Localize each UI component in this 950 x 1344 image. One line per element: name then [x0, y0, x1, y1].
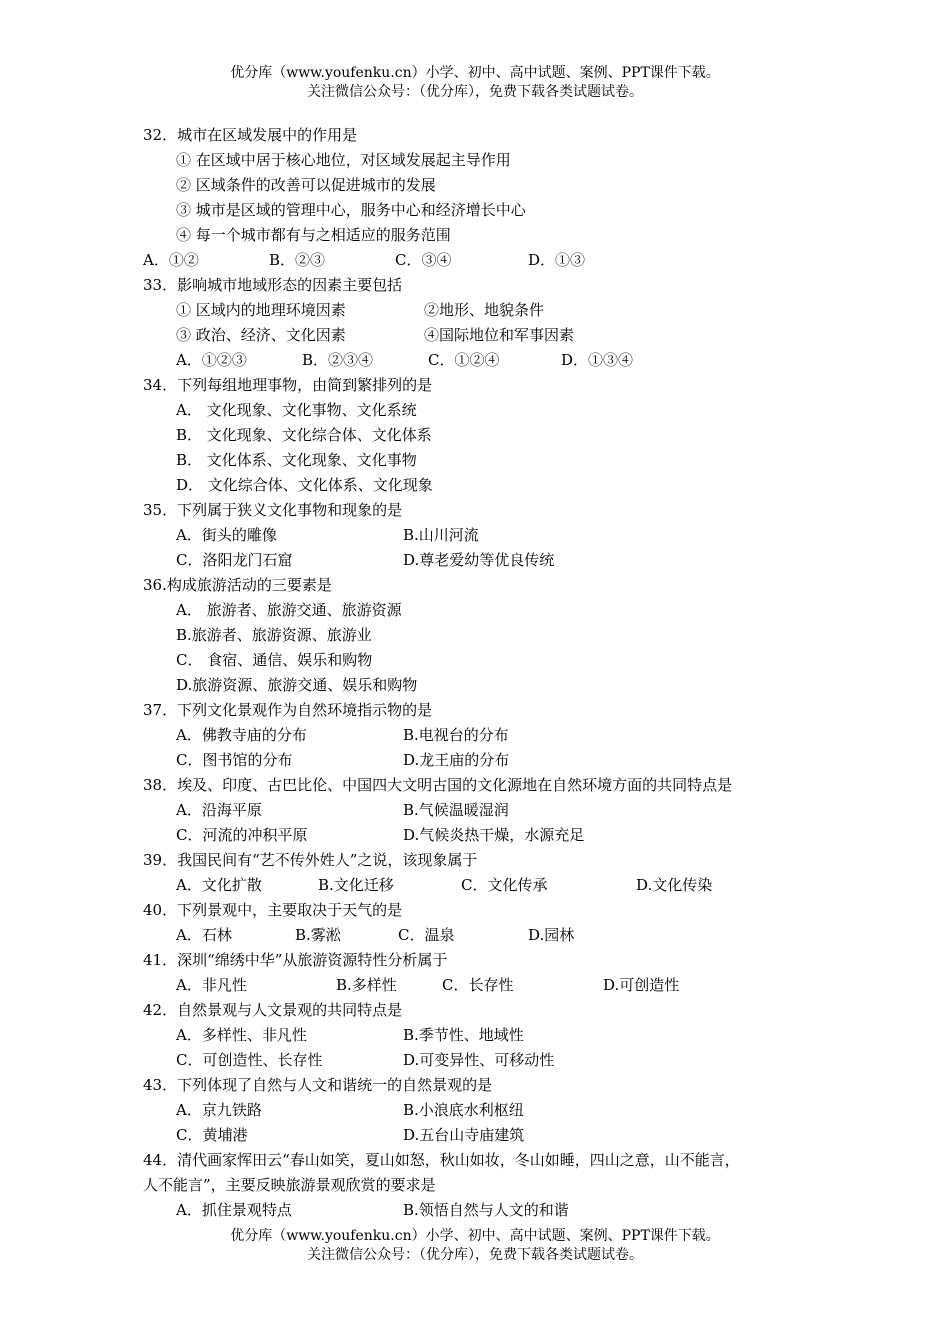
q33-options [176, 349, 676, 374]
q43-option-c: C．黄埔港 [176, 1126, 248, 1144]
q43-row-2 [176, 1124, 676, 1149]
q37-row-1 [176, 724, 676, 749]
q36-option-d: D.旅游资源、旅游交通、娱乐和购物 [176, 676, 418, 694]
q32-statement-1: ① 在区域中居于核心地位，对区域发展起主导作用 [176, 151, 511, 169]
q41-options [176, 974, 736, 999]
q37-option-b: B.电视台的分布 [403, 726, 509, 744]
q33-option-b: B．②③④ [302, 351, 374, 369]
q37-option-c: C．图书馆的分布 [176, 751, 293, 769]
q38-option-c: C．河流的冲积平原 [176, 826, 308, 844]
header-line-1: 优分库（www.youfenku.cn）小学、初中、高中试题、案例、PPT课件下载。 [230, 65, 720, 81]
q38-row-1 [176, 799, 676, 824]
q43-option-d: D.五台山寺庙建筑 [403, 1126, 525, 1144]
q32-statement-4: ④ 每一个城市都有与之相适应的服务范围 [176, 226, 451, 244]
q32-statement-3: ③ 城市是区域的管理中心，服务中心和经济增长中心 [176, 201, 526, 219]
q41-option-b: B.多样性 [336, 976, 397, 994]
q33-option-d: D．①③④ [561, 351, 634, 369]
q44-option-a: A．抓住景观特点 [176, 1201, 292, 1219]
q32-stem: 32．城市在区域发展中的作用是 [143, 126, 358, 144]
q35-option-b: B.山川河流 [403, 526, 479, 544]
q39-stem: 39．我国民间有“艺不传外姓人”之说，该现象属于 [143, 851, 478, 869]
q43-stem: 43．下列体现了自然与人文和谐统一的自然景观的是 [143, 1076, 493, 1094]
q33-statement-3: ③ 政治、经济、文化因素 [176, 326, 346, 344]
q34-option-c: B． 文化体系、文化现象、文化事物 [176, 451, 417, 469]
footer-line-2: 关注微信公众号：（优分库），免费下载各类试题试卷。 [307, 1247, 643, 1263]
q34-option-a: A． 文化现象、文化事物、文化系统 [176, 401, 417, 419]
q43-option-b: B.小浪底水利枢纽 [403, 1101, 524, 1119]
q32-option-c: C．③④ [395, 251, 452, 269]
q40-option-a: A．石林 [176, 926, 232, 944]
q37-row-2 [176, 749, 676, 774]
q35-row-1 [176, 524, 676, 549]
q36-option-a: A． 旅游者、旅游交通、旅游资源 [176, 601, 402, 619]
q33-statement-1: ① 区域内的地理环境因素 [176, 301, 346, 319]
q33-stem: 33．影响城市地域形态的因素主要包括 [143, 276, 403, 294]
q34-option-b: B． 文化现象、文化综合体、文化体系 [176, 426, 432, 444]
q37-option-d: D.龙王庙的分布 [403, 751, 510, 769]
q38-option-b: B.气候温暖湿润 [403, 801, 509, 819]
q33-statement-2: ②地形、地貌条件 [424, 301, 545, 319]
q42-option-c: C．可创造性、长存性 [176, 1051, 323, 1069]
q44-row-1 [176, 1199, 676, 1224]
q42-option-d: D.可变异性、可移动性 [403, 1051, 555, 1069]
q33-option-c: C．①②④ [428, 351, 500, 369]
q40-options [176, 924, 676, 949]
q44-option-b: B.领悟自然与人文的和谐 [403, 1201, 569, 1219]
q39-option-d: D.文化传染 [636, 876, 713, 894]
q35-option-c: C．洛阳龙门石窟 [176, 551, 293, 569]
q39-option-b: B.文化迁移 [318, 876, 394, 894]
q40-option-d: D.园林 [528, 926, 575, 944]
q44-stem-line-2: 人不能言”，主要反映旅游景观欣赏的要求是 [143, 1176, 436, 1194]
q42-option-a: A．多样性、非凡性 [176, 1026, 307, 1044]
q42-row-2 [176, 1049, 676, 1074]
q36-option-c: C． 食宿、通信、娱乐和购物 [176, 651, 373, 669]
q42-stem: 42．自然景观与人文景观的共同特点是 [143, 1001, 403, 1019]
q33-row-1 [176, 299, 676, 324]
q42-option-b: B.季节性、地域性 [403, 1026, 524, 1044]
q33-option-a: A．①②③ [176, 351, 247, 369]
q40-option-b: B.雾淞 [295, 926, 341, 944]
q41-stem: 41．深圳“绵绣中华”从旅游资源特性分析属于 [143, 951, 448, 969]
q34-stem: 34．下列每组地理事物，由简到繁排列的是 [143, 376, 433, 394]
q42-row-1 [176, 1024, 676, 1049]
q40-stem: 40．下列景观中，主要取决于天气的是 [143, 901, 403, 919]
q32-option-a: A．①② [143, 251, 199, 269]
q32-option-d: D．①③ [528, 251, 586, 269]
q44-stem-line-1: 44．清代画家恽田云“春山如笑，夏山如怒，秋山如妆，冬山如睡，四山之意，山不能言， [143, 1151, 740, 1169]
q35-row-2 [176, 549, 676, 574]
q32-options [143, 249, 643, 274]
q40-option-c: C．温泉 [398, 926, 455, 944]
q36-option-b: B.旅游者、旅游资源、旅游业 [176, 626, 372, 644]
q33-statement-4: ④国际地位和军事因素 [424, 326, 575, 344]
q38-row-2 [176, 824, 676, 849]
q32-option-b: B．②③ [269, 251, 326, 269]
q39-option-a: A．文化扩散 [176, 876, 262, 894]
q34-option-d: D． 文化综合体、文化体系、文化现象 [176, 476, 433, 494]
q37-stem: 37．下列文化景观作为自然环境指示物的是 [143, 701, 433, 719]
header-line-2: 关注微信公众号：（优分库），免费下载各类试题试卷。 [307, 84, 643, 100]
q33-row-2 [176, 324, 676, 349]
q41-option-a: A．非凡性 [176, 976, 247, 994]
q32-statement-2: ② 区域条件的改善可以促进城市的发展 [176, 176, 436, 194]
q43-row-1 [176, 1099, 676, 1124]
q41-option-c: C．长存性 [442, 976, 514, 994]
q41-option-d: D.可创造性 [603, 976, 680, 994]
q38-option-a: A．沿海平原 [176, 801, 262, 819]
q35-option-d: D.尊老爱幼等优良传统 [403, 551, 555, 569]
q39-options [176, 874, 736, 899]
q38-stem: 38．埃及、印度、古巴比伦、中国四大文明古国的文化源地在自然环境方面的共同特点是 [143, 776, 733, 794]
page-footer [0, 1227, 950, 1265]
q35-option-a: A．街头的雕像 [176, 526, 277, 544]
q36-stem: 36.构成旅游活动的三要素是 [143, 576, 332, 594]
q39-option-c: C．文化传承 [461, 876, 548, 894]
q43-option-a: A．京九铁路 [176, 1101, 262, 1119]
page-header [0, 64, 950, 102]
q38-option-d: D.气候炎热干燥，水源充足 [403, 826, 585, 844]
q37-option-a: A．佛教寺庙的分布 [176, 726, 307, 744]
q35-stem: 35．下列属于狭义文化事物和现象的是 [143, 501, 403, 519]
footer-line-1: 优分库（www.youfenku.cn）小学、初中、高中试题、案例、PPT课件下载。 [230, 1228, 720, 1244]
